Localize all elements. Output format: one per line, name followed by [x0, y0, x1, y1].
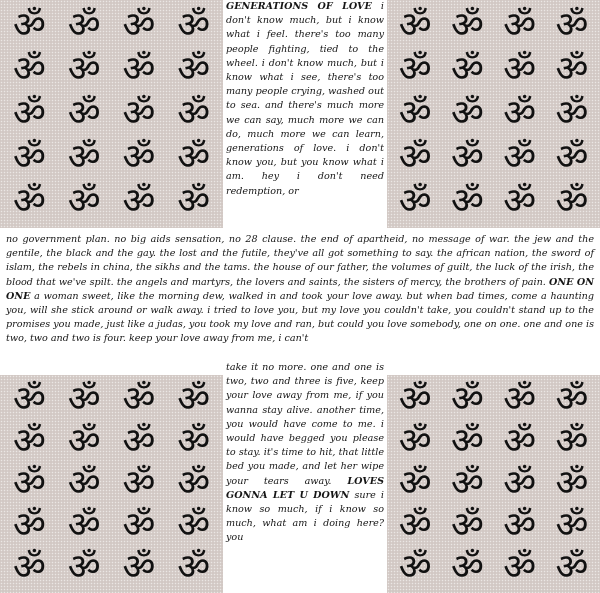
om-icon: ॐ	[177, 547, 211, 588]
om-icon: ॐ	[122, 181, 156, 222]
om-icon: ॐ	[67, 379, 101, 420]
om-icon: ॐ	[503, 49, 537, 90]
om-icon: ॐ	[555, 137, 589, 178]
lyrics-one-on-one-continued: take it no more. one and one is two, two and three is five, keep your love away from me, if you wanna stay alive. another time, you would have come to me. i would have begged you please to stay. it's time to hit, that little bed you made, and let her wipe your tears away.	[226, 362, 384, 487]
om-icon: ॐ	[398, 421, 432, 462]
om-icon: ॐ	[450, 49, 484, 90]
om-icon: ॐ	[450, 505, 484, 546]
om-icon: ॐ	[67, 5, 101, 46]
om-icon: ॐ	[177, 181, 211, 222]
om-icon: ॐ	[67, 505, 101, 546]
om-icon: ॐ	[398, 137, 432, 178]
om-icon: ॐ	[12, 379, 46, 420]
om-icon: ॐ	[177, 49, 211, 90]
om-icon: ॐ	[67, 181, 101, 222]
om-icon: ॐ	[503, 137, 537, 178]
om-icon: ॐ	[398, 547, 432, 588]
om-icon: ॐ	[12, 49, 46, 90]
om-icon: ॐ	[122, 379, 156, 420]
om-icon: ॐ	[122, 93, 156, 134]
om-icon: ॐ	[503, 505, 537, 546]
om-icon: ॐ	[555, 93, 589, 134]
song-title-loves-gonna-let-u-down: LOVES GONNA LET U DOWN	[226, 475, 384, 501]
om-icon: ॐ	[398, 49, 432, 90]
om-icon: ॐ	[122, 505, 156, 546]
om-icon: ॐ	[450, 137, 484, 178]
om-icon: ॐ	[450, 93, 484, 134]
om-icon: ॐ	[67, 547, 101, 588]
song-title-one-on-one: ONE ON ONE	[6, 276, 594, 302]
om-icon: ॐ	[67, 49, 101, 90]
om-icon: ॐ	[177, 379, 211, 420]
om-icon: ॐ	[67, 93, 101, 134]
om-panel-top-right	[387, 0, 600, 228]
om-icon: ॐ	[12, 421, 46, 462]
om-icon: ॐ	[122, 137, 156, 178]
om-icon: ॐ	[177, 5, 211, 46]
om-icon: ॐ	[398, 181, 432, 222]
lyrics-generations-of-love-continued: no government plan. no big aids sensation, no 28 clause. the end of apartheid, no message of war. the jew and the gentile, the black and the gay. the lost and the futile, they've all got something to say. the african nation, the sword of islam, the rebels in china, the sikhs and the tams. the house of our father, the volumes of guilt, the luck of the irish, the blood that we've spilt. the angels and martyrs, the lovers and saints, the sisters of mercy, the brothers of pain.	[6, 234, 594, 288]
om-icon: ॐ	[503, 547, 537, 588]
om-icon: ॐ	[122, 49, 156, 90]
om-icon: ॐ	[122, 547, 156, 588]
om-icon: ॐ	[555, 181, 589, 222]
om-icon: ॐ	[398, 379, 432, 420]
om-icon: ॐ	[12, 137, 46, 178]
om-icon: ॐ	[503, 5, 537, 46]
om-icon: ॐ	[12, 547, 46, 588]
om-icon: ॐ	[12, 181, 46, 222]
om-panel-bottom-left	[0, 375, 223, 593]
om-icon: ॐ	[555, 463, 589, 504]
lyrics-bottom-column	[226, 361, 384, 546]
lyrics-loves-gonna-let-u-down: sure i know so much, if i know so much, what am i doing here? you	[226, 489, 384, 544]
om-icon: ॐ	[177, 505, 211, 546]
om-icon: ॐ	[450, 463, 484, 504]
om-icon: ॐ	[122, 463, 156, 504]
song-title-generations-of-love: GENERATIONS OF LOVE	[226, 1, 372, 12]
lyrics-top-column	[226, 0, 384, 199]
om-icon: ॐ	[398, 463, 432, 504]
lyrics-one-on-one: a woman sweet, like the morning dew, walked in and took your love away. but when bad times, come a haunting you, will she stick around or walk away. i tried to love you, but my love you couldn't take, you couldn't stand up to the promises you made, just like a judas, you took my love and ran, but could you love somebody, one on one. one and one is two, two and two is four. keep your love away from me, i can't	[6, 290, 594, 345]
lyrics-middle-band	[6, 233, 594, 347]
om-icon: ॐ	[503, 463, 537, 504]
om-icon: ॐ	[450, 181, 484, 222]
om-icon: ॐ	[398, 5, 432, 46]
om-icon: ॐ	[450, 379, 484, 420]
om-icon: ॐ	[555, 421, 589, 462]
om-icon: ॐ	[177, 463, 211, 504]
om-icon: ॐ	[122, 421, 156, 462]
om-icon: ॐ	[67, 137, 101, 178]
om-icon: ॐ	[177, 93, 211, 134]
om-icon: ॐ	[12, 5, 46, 46]
om-icon: ॐ	[555, 547, 589, 588]
om-icon: ॐ	[555, 505, 589, 546]
om-panel-bottom-right	[387, 375, 600, 593]
om-icon: ॐ	[398, 505, 432, 546]
om-icon: ॐ	[555, 379, 589, 420]
om-icon: ॐ	[177, 421, 211, 462]
om-icon: ॐ	[450, 5, 484, 46]
om-icon: ॐ	[555, 5, 589, 46]
om-icon: ॐ	[555, 49, 589, 90]
om-icon: ॐ	[450, 547, 484, 588]
om-icon: ॐ	[503, 93, 537, 134]
om-icon: ॐ	[503, 421, 537, 462]
om-icon: ॐ	[450, 421, 484, 462]
lyrics-generations-of-love: i don't know much, but i know what i feel. there's too many people fighting, tied to the wheel. i don't know much, but i know what i see, there's too many people crying, washed out to sea. and there's much more we can say, much more we can do, much more we can learn, generations of love. i don't know you, but you know what i am. hey i don't need redemption, or	[226, 1, 384, 197]
om-icon: ॐ	[503, 181, 537, 222]
om-icon: ॐ	[122, 5, 156, 46]
om-icon: ॐ	[67, 463, 101, 504]
om-icon: ॐ	[12, 463, 46, 504]
om-panel-top-left	[0, 0, 223, 228]
om-icon: ॐ	[67, 421, 101, 462]
om-icon: ॐ	[398, 93, 432, 134]
om-icon: ॐ	[12, 93, 46, 134]
om-icon: ॐ	[177, 137, 211, 178]
om-icon: ॐ	[503, 379, 537, 420]
om-icon: ॐ	[12, 505, 46, 546]
